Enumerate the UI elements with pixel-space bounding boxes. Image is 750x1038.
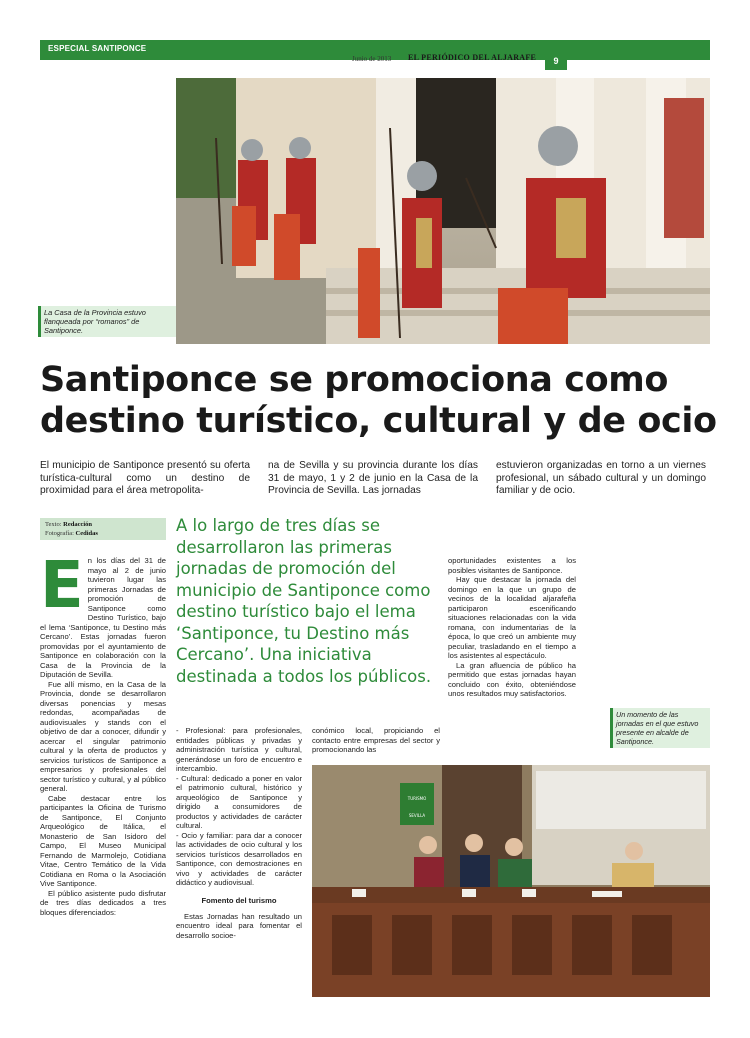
lead-col-2: na de Sevilla y su provincia durante los días 31 de mayo, 1 y 2 de junio en la Casa de la Provincia de Sevilla. Las jornadas: [268, 460, 478, 497]
body-column-3: [312, 726, 440, 755]
pull-quote: A lo largo de tres días se desarrollaron las primeras jornadas de promoción del municipio de Santiponce como destino turístico bajo el lema ‘Santiponce, tu Destino más Cercano’. Una iniciativa destinada a todos los públicos.: [176, 516, 432, 686]
article-headline: Santiponce se promociona como destino turístico, cultural y de ocio: [40, 360, 717, 441]
photo-roman-soldiers: [176, 78, 710, 344]
body-column-1: [40, 549, 166, 917]
credit-text-value: Redacción: [63, 521, 93, 528]
press-conference-illustration: [312, 765, 710, 997]
roman-soldiers-illustration: [176, 78, 710, 344]
paragraph: n los días del 31 de mayo al 2 de junio tuvieron lugar las primeras Jornadas de promoción de Santiponce como Destino Turístico, bajo el lema ‘Santiponce, tu Destino más Cercano’. Estas jornadas fueron promovidas por el ayuntamiento de Santiponce en colaboración con la Casa de la Provincia de la Diputación de Sevilla.: [40, 556, 166, 679]
page-number: 9: [545, 50, 567, 70]
paragraph: Cabe destacar entre los participantes la Oficina de Turismo de Santiponce, El Conjunto Arqueológico de Itálica, el Monasterio de San Isidoro del Campo, El Museo Municipal Fernando de Marmolejo, Cotidiana Vitae, Centro Temático de la Vida Cotidiana en Roma o la Asociación Vive Santiponce.: [40, 793, 166, 888]
credit-photo-label: Fotografía:: [45, 530, 74, 537]
credit-text-label: Texto:: [45, 521, 62, 528]
subheading: Fomento del turismo: [201, 895, 277, 905]
publication-name: EL PERIÓDICO DEL ALJARAFE: [408, 53, 537, 62]
lead-col-3: estuvieron organizadas en torno a un viernes profesional, un sábado cultural y un domingo familiar y de ocio.: [496, 460, 706, 497]
credit-photo-value: Cedidas: [75, 530, 98, 537]
paragraph: oportunidades existentes a los posibles visitantes de Santiponce.: [448, 556, 576, 575]
paragraph: conómico local, propiciando el contacto entre empresas del sector y promocionando las: [312, 726, 440, 754]
paragraph: El público asistente pudo disfrutar de tres días dedicados a tres bloques diferenciados:: [40, 888, 166, 917]
paragraph: Hay que destacar la jornada del domingo en la que un grupo de vecinos de la localidad aljarafeña participaron escenificando situaciones relacionadas con la vida romana, con indumentarias de la época, lo que creó un ambiente muy peculiar, trasladando en el tiempo a los asistentes al espectáculo.: [448, 575, 576, 660]
paragraph: Estas Jornadas han resultado un encuentro ideal para fomentar el desarrollo socioe-: [176, 911, 302, 940]
photo-press-conference: [312, 765, 710, 997]
lead-col-1: El municipio de Santiponce presentó su oferta turística-cultural como un destino de proximidad para el área metropolita-: [40, 460, 250, 497]
paragraph: La gran afluencia de público ha permitido que estas jornadas hayan concluido con éxito, obteniéndose unos resultados muy satisfactorios.: [448, 660, 576, 698]
paragraph: - Cultural: dedicado a poner en valor el patrimonio cultural, histórico y arqueológico de Santiponce y dirigido a consumidores de productos y actividades de carácter cultural.: [176, 773, 302, 830]
photo-top-caption: La Casa de la Provincia estuvo flanqueada por “romanos” de Santiponce.: [38, 306, 176, 337]
banner-line-2: SEVILLA: [408, 813, 426, 818]
paragraph: - Profesional: para profesionales, entidades públicas y privadas y administración turística y cultural, generándose un foro de encuentro e intercambio.: [176, 726, 302, 773]
section-label: ESPECIAL SANTIPONCE: [48, 44, 147, 53]
banner-line-1: TURISMO: [407, 796, 427, 801]
body-column-2: [176, 726, 302, 940]
drop-cap: E: [40, 549, 84, 623]
photo-bottom-caption: Un momento de las jornadas en el que estuvo presente en alcalde de Santiponce.: [610, 708, 710, 748]
byline-credits: [40, 518, 166, 540]
issue-date: Junio de 2013: [352, 55, 392, 63]
paragraph: Fue allí mismo, en la Casa de la Provincia, donde se desarrollaron diversas ponencias y mesas redondas, acompañadas de audiovisuales y stands con el objetivo de dar a conocer, difundir y acercar el singular patrimonio cultural y la oferta de productos y servicios turísticos de Santiponce a empresarios y profesionales del sector turístico y cultural, y al público general.: [40, 679, 166, 793]
paragraph: - Ocio y familiar: para dar a conocer las actividades de ocio cultural y los servicios turísticos desarrollados en Santiponce, con demostraciones en vivo y actividades de carácter didáctico y audiovisual.: [176, 830, 302, 887]
body-column-4: [448, 556, 576, 699]
